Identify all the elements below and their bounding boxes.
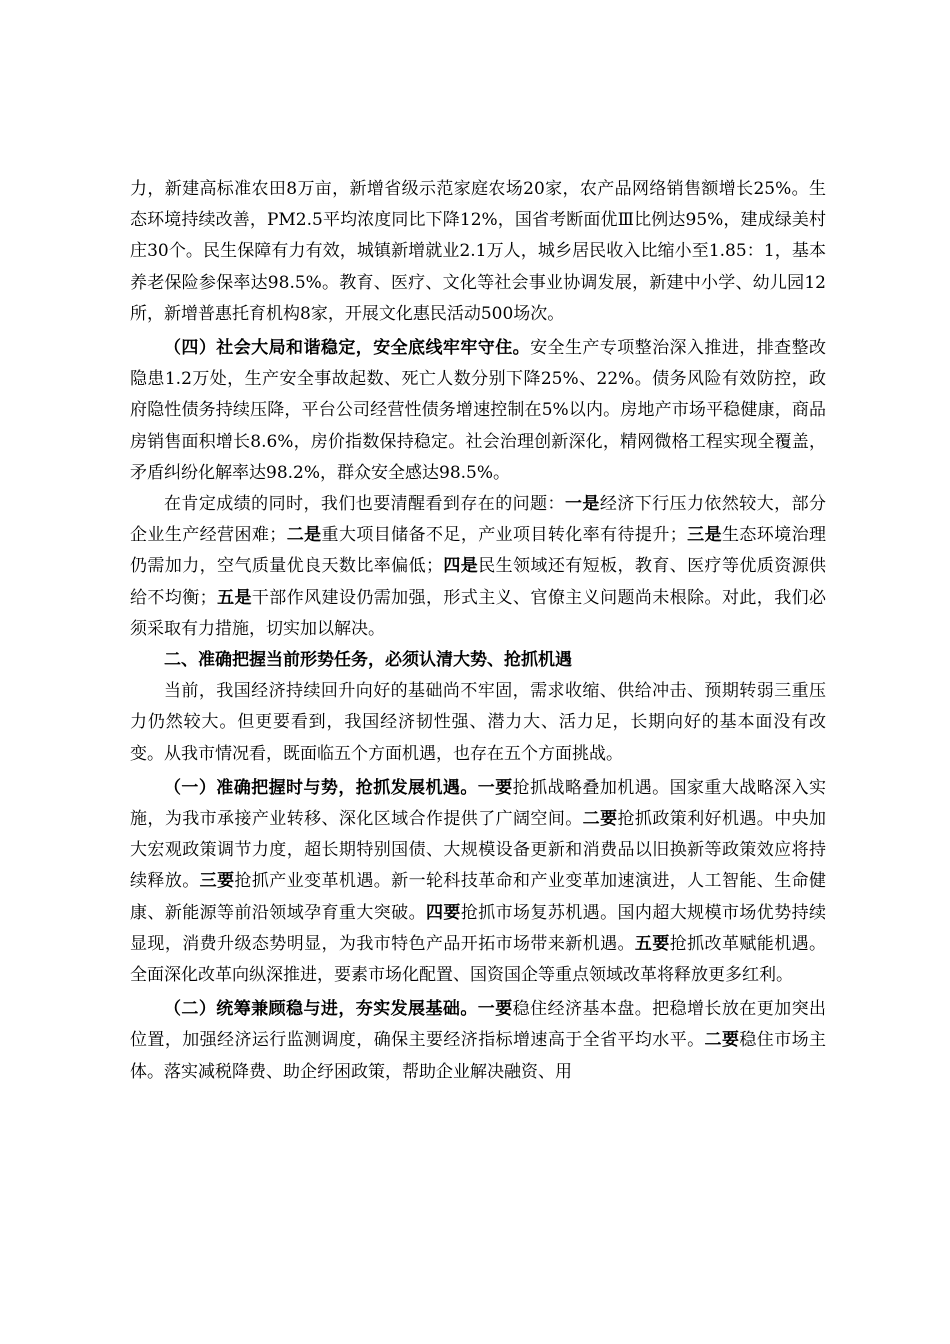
- text-run: 干部作风建设仍需加强，形式主义、官僚主义问题尚未根除。对此，我们必须采取有力措施，切实加以解决。: [130, 587, 827, 639]
- text-run: 抢抓改革赋能机遇。全面深化改革向纵深推进，要素市场化配置、国资国企等重点领域改革将释放更多红利。: [130, 933, 827, 986]
- bold-text-run: 三要: [199, 871, 235, 892]
- paragraph: [130, 645, 826, 676]
- bold-text-run: 二、准确把握当前形势任务，必须认清大势、抢抓机遇: [164, 650, 572, 671]
- bold-text-run: （二）统筹兼顾稳与进，夯实发展基础。: [164, 999, 478, 1020]
- paragraph: [130, 676, 826, 770]
- bold-text-run: 二要: [582, 809, 618, 830]
- text-run: 重大项目储备不足，产业项目转化率有待提升；: [321, 525, 687, 546]
- text-run: 稳住市场主体。落实减税降费、助企纾困政策，帮助企业解决融资、用: [130, 1030, 827, 1082]
- text-run: 生态环境治理仍需加力，空气质量优良天数比率偏低；: [130, 525, 827, 577]
- text-run: 当前，我国经济持续回升向好的基础尚不牢固，需求收缩、供给冲击、预期转弱三重压力仍然较大。但更要看到，我国经济韧性强、潜力大、活力足，长期向好的基本面没有改变。从我市情况看，既面临五个方面机遇，也存在五个方面挑战。: [130, 681, 826, 764]
- bold-text-run: 三是: [686, 525, 722, 546]
- bold-text-run: 二是: [286, 525, 322, 546]
- text-run: 民生领域还有短板，教育、医疗等优质资源供给不均衡；: [130, 556, 827, 608]
- bold-text-run: 五是: [216, 587, 252, 608]
- text-run: 经济下行压力依然较大，部分企业生产经营困难；: [130, 494, 827, 546]
- text-run: 稳住经济基本盘。把稳增长放在更加突出位置，加强经济运行监测调度，确保主要经济指标增速高于全省平均水平。: [130, 999, 827, 1051]
- bold-text-run: 四要: [425, 902, 461, 923]
- paragraph: [130, 489, 826, 645]
- paragraph: [130, 174, 826, 330]
- bold-text-run: 一是: [564, 494, 600, 515]
- bold-text-run: 二要: [704, 1030, 740, 1051]
- bold-text-run: 五要: [634, 933, 670, 954]
- text-run: 抢抓市场复苏机遇。国内超大规模市场优势持续显现，消费升级态势明显，为我市特色产品开拓市场带来新机遇。: [130, 902, 827, 954]
- paragraph: [130, 773, 826, 991]
- paragraph: [130, 994, 826, 1088]
- text-run: 抢抓产业变革机遇。新一轮科技革命和产业变革加速演进，人工智能、生命健康、新能源等前沿领域孕育重大突破。: [130, 871, 827, 923]
- bold-text-run: （一）准确把握时与势，抢抓发展机遇。: [164, 777, 478, 798]
- bold-text-run: 四是: [442, 556, 479, 577]
- text-run: 力，新建高标准农田8万亩，新增省级示范家庭农场20家，农产品网络销售额增长25%。生态环境持续改善，PM2.5平均浓度同比下降12%，国省考断面优Ⅲ比例达95%，建成绿美村庄30个。民生保障有力有效，城镇新增就业2.1万人，城乡居民收入比缩小至1.85：1，基本养老保险参保率达98.5%。教育、医疗、文化等社会事业协调发展，新建中小学、幼儿园12所，新增普惠托育机构8家，开展文化惠民活动500场次。: [130, 179, 826, 324]
- text-run: 抢抓政策利好机遇。中央加大宏观政策调节力度，超长期特别国债、大规模设备更新和消费品以旧换新等政策效应将持续释放。: [130, 809, 827, 892]
- bold-text-run: 一要: [477, 999, 513, 1020]
- document-body: [130, 174, 826, 1088]
- bold-text-run: （四）社会大局和谐稳定，安全底线牢牢守住。: [164, 338, 531, 359]
- text-run: 抢抓战略叠加机遇。国家重大战略深入实施，为我市承接产业转移、深化区域合作提供了广阔空间。: [130, 777, 827, 830]
- text-run: 安全生产专项整治深入推进，排查整改隐患1.2万处，生产安全事故起数、死亡人数分别下降25%、22%。债务风险有效防控，政府隐性债务持续压降，平台公司经营性债务增速控制在5%以内。房地产市场平稳健康，商品房销售面积增长8.6%，房价指数保持稳定。社会治理创新深化，精网微格工程实现全覆盖，矛盾纠纷化解率达98.2%，群众安全感达98.5%。: [130, 338, 827, 483]
- paragraph: [130, 333, 826, 489]
- bold-text-run: 一要: [477, 777, 513, 798]
- text-run: 在肯定成绩的同时，我们也要清醒看到存在的问题：: [164, 494, 565, 515]
